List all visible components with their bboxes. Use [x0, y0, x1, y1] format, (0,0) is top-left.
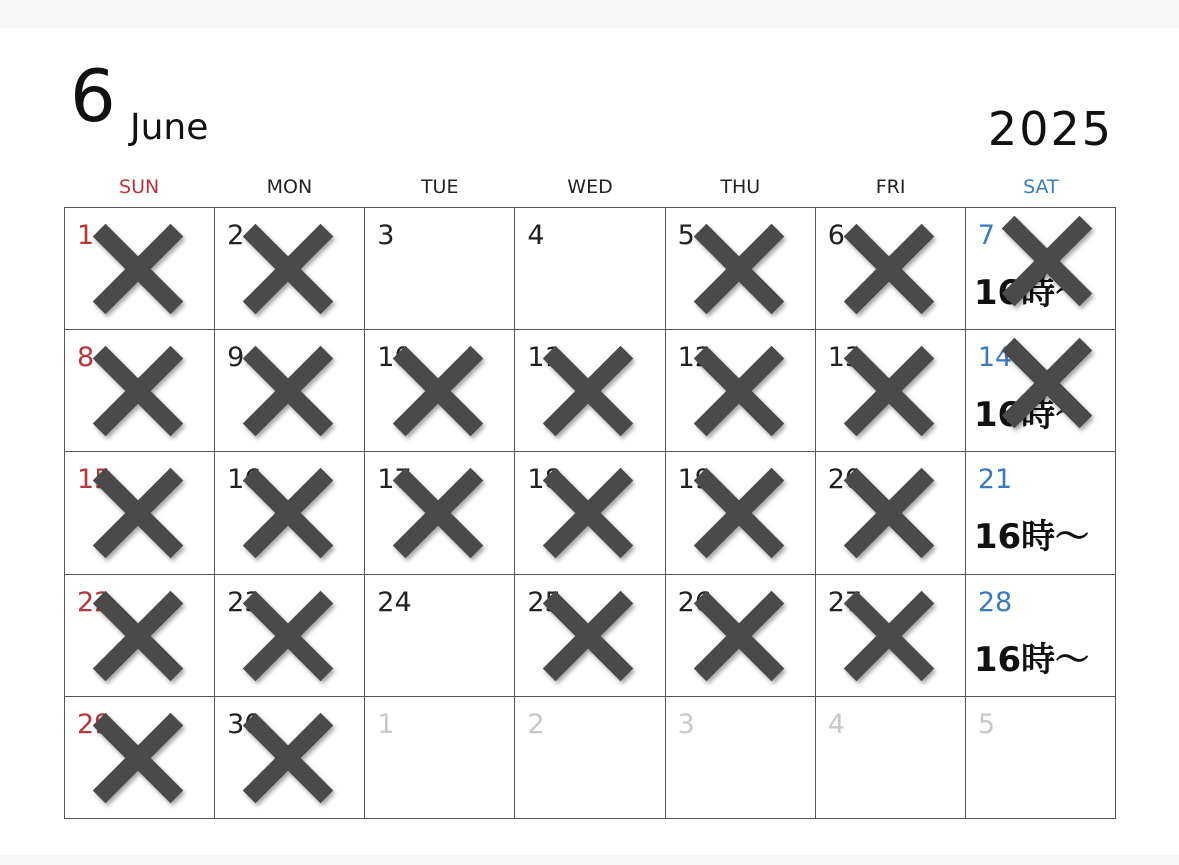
calendar-day-cell [215, 208, 365, 330]
day-number: 4 [827, 708, 845, 740]
calendar-day-cell [515, 330, 665, 452]
x-mark-icon [241, 589, 335, 683]
calendar-day-cell [515, 452, 665, 574]
time-note: 16時〜 [973, 639, 1090, 680]
x-mark-icon [391, 344, 485, 438]
day-number: 28 [977, 586, 1013, 618]
x-mark-icon [692, 344, 786, 438]
calendar-day-cell [816, 208, 966, 330]
x-mark-icon [91, 222, 185, 316]
x-mark-icon [241, 466, 335, 560]
calendar-day-cell [816, 697, 966, 819]
time-note: 16時〜 [973, 517, 1090, 558]
calendar-day-cell [515, 575, 665, 697]
day-number: 13 [827, 342, 863, 374]
weekday-label-fri: FRI [875, 176, 906, 198]
x-mark-icon [692, 466, 786, 560]
calendar-sheet [0, 28, 1179, 855]
calendar-day-cell [966, 208, 1116, 330]
calendar-day-cell [666, 575, 816, 697]
calendar-day-cell [966, 697, 1116, 819]
x-mark-icon [541, 344, 635, 438]
day-number: 15 [77, 464, 112, 496]
calendar-day-cell [966, 330, 1116, 452]
weekday-label-tue: TUE [420, 176, 459, 198]
day-number: 6 [827, 220, 845, 251]
day-number: 17 [377, 464, 412, 496]
calendar-day-cell [666, 330, 816, 452]
calendar-day-cell [215, 452, 365, 574]
calendar-day-cell [365, 208, 515, 330]
x-mark-icon [391, 466, 485, 560]
day-number: 18 [527, 464, 562, 496]
day-number: 27 [827, 586, 863, 618]
calendar-day-cell [365, 697, 515, 819]
month-number: 6 [70, 54, 116, 138]
x-mark-icon [91, 589, 185, 683]
day-number: 1 [377, 708, 395, 740]
calendar-day-cell [365, 330, 515, 452]
x-mark-icon [842, 466, 936, 560]
x-mark-icon [1000, 336, 1094, 430]
day-number: 14 [977, 342, 1013, 374]
day-number: 29 [77, 708, 112, 740]
day-number: 1 [77, 220, 95, 251]
day-number: 7 [977, 220, 996, 251]
x-mark-icon [842, 589, 936, 683]
day-number: 11 [527, 342, 562, 374]
x-mark-icon [541, 589, 635, 683]
day-number: 3 [677, 708, 695, 740]
day-number: 20 [827, 464, 863, 496]
weekday-label-thu: THU [720, 176, 761, 198]
x-mark-icon [241, 711, 335, 805]
x-mark-icon [241, 344, 335, 438]
x-mark-icon [842, 344, 936, 438]
year-label: 2025 [987, 102, 1113, 156]
calendar-day-cell [515, 208, 665, 330]
day-number: 25 [527, 586, 562, 618]
day-number: 16 [227, 464, 262, 496]
day-number: 2 [227, 220, 245, 251]
calendar-day-cell [515, 697, 665, 819]
calendar-day-cell [65, 208, 215, 330]
weekday-label-sun: SUN [119, 176, 160, 198]
x-mark-icon [692, 589, 786, 683]
calendar-day-cell [65, 697, 215, 819]
day-number: 3 [377, 220, 395, 251]
day-number: 5 [677, 220, 695, 251]
calendar-day-cell [365, 575, 515, 697]
x-mark-icon [842, 222, 936, 316]
calendar-day-cell [65, 330, 215, 452]
x-mark-icon [1000, 214, 1094, 308]
day-number: 5 [977, 708, 996, 740]
weekday-label-sat: SAT [1023, 176, 1059, 198]
day-number: 19 [677, 464, 712, 496]
day-number: 9 [227, 342, 245, 374]
x-mark-icon [91, 344, 185, 438]
calendar-day-cell [816, 330, 966, 452]
time-note: 16時〜 [973, 273, 1090, 313]
x-mark-icon [692, 222, 786, 316]
day-number: 26 [677, 586, 712, 618]
calendar-day-cell [215, 575, 365, 697]
calendar-day-cell [65, 452, 215, 574]
weekday-header [64, 174, 1116, 200]
day-number: 8 [77, 342, 95, 374]
x-mark-icon [91, 711, 185, 805]
day-number: 24 [377, 586, 412, 618]
weekday-label-mon: MON [266, 176, 313, 198]
day-number: 12 [677, 342, 712, 374]
calendar-day-cell [816, 452, 966, 574]
calendar-day-cell [966, 452, 1116, 574]
calendar-day-cell [215, 697, 365, 819]
day-number: 4 [527, 220, 545, 251]
day-number: 23 [227, 586, 262, 618]
x-mark-icon [91, 466, 185, 560]
time-note: 16時〜 [973, 395, 1090, 436]
calendar-day-cell [666, 452, 816, 574]
calendar-day-cell [816, 575, 966, 697]
calendar-day-cell [65, 575, 215, 697]
calendar-day-cell [666, 697, 816, 819]
calendar-grid [64, 207, 1116, 819]
day-number: 22 [77, 586, 112, 618]
calendar-day-cell [666, 208, 816, 330]
calendar-day-cell [215, 330, 365, 452]
day-number: 21 [977, 464, 1013, 496]
day-number: 10 [377, 342, 412, 374]
month-name: June [130, 107, 209, 148]
calendar-day-cell [966, 575, 1116, 697]
weekday-label-wed: WED [567, 176, 613, 198]
calendar-day-cell [365, 452, 515, 574]
x-mark-icon [541, 466, 635, 560]
day-number: 30 [227, 708, 262, 740]
day-number: 2 [527, 708, 545, 740]
x-mark-icon [241, 222, 335, 316]
